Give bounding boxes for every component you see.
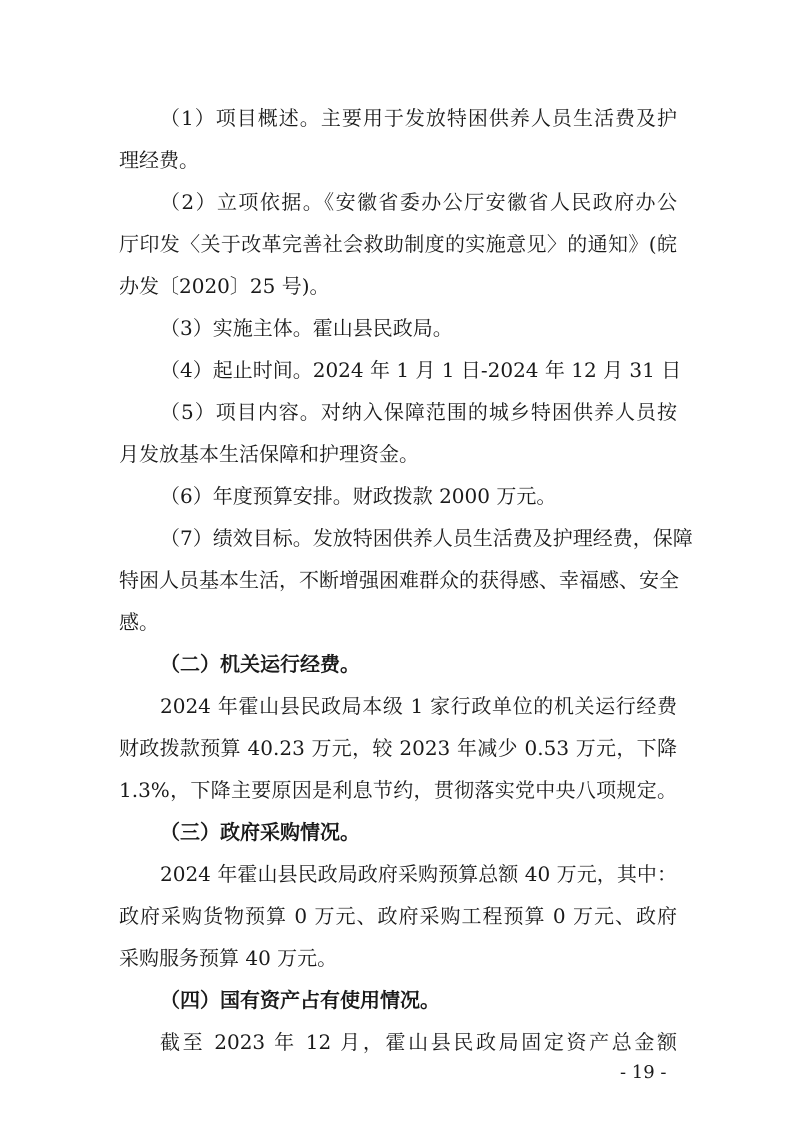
item-7-goals-cont: 感。 — [119, 610, 159, 634]
paragraph-state-assets: 截至 2023 年 12 月，霍山县民政局固定资产总金额 — [160, 1030, 677, 1054]
item-2-basis: （2）立项依据。《安徽省委办公厅安徽省人民政府办公 — [160, 190, 677, 214]
item-7-goals-cont: 特困人员基本生活，不断增强困难群众的获得感、幸福感、安全 — [119, 568, 679, 592]
section-heading-state-assets: （四）国有资产占有使用情况。 — [160, 988, 440, 1012]
item-4-period: （4）起止时间。2024 年 1 月 1 日-2024 年 12 月 31 日 — [160, 358, 682, 382]
paragraph-procurement-cont: 采购服务预算 40 万元。 — [119, 946, 338, 970]
paragraph-operating-costs-cont: 1.3%，下降主要原因是利息节约，贯彻落实党中央八项规定。 — [119, 778, 677, 802]
section-heading-procurement: （三）政府采购情况。 — [160, 820, 360, 844]
item-2-basis-cont: 厅印发〈关于改革完善社会救助制度的实施意见〉的通知》(皖 — [119, 232, 677, 256]
item-2-basis-cont: 办发〔2020〕25 号)。 — [119, 274, 330, 298]
paragraph-procurement: 2024 年霍山县民政局政府采购预算总额 40 万元，其中： — [160, 862, 677, 886]
item-7-goals: （7）绩效目标。发放特困供养人员生活费及护理经费，保障 — [160, 526, 693, 550]
page-number: - 19 - — [620, 1062, 667, 1083]
item-1-overview: （1）项目概述。主要用于发放特困供养人员生活费及护 — [160, 106, 677, 130]
paragraph-procurement-cont: 政府采购货物预算 0 万元、政府采购工程预算 0 万元、政府 — [119, 904, 677, 928]
paragraph-operating-costs: 2024 年霍山县民政局本级 1 家行政单位的机关运行经费 — [160, 694, 677, 718]
paragraph-operating-costs-cont: 财政拨款预算 40.23 万元，较 2023 年减少 0.53 万元，下降 — [119, 736, 677, 760]
item-5-content-cont: 月发放基本生活保障和护理资金。 — [119, 442, 419, 466]
item-6-budget: （6）年度预算安排。财政拨款 2000 万元。 — [160, 484, 557, 508]
section-heading-operating-costs: （二）机关运行经费。 — [160, 652, 360, 676]
item-3-implementer: （3）实施主体。霍山县民政局。 — [160, 316, 453, 340]
item-5-content: （5）项目内容。对纳入保障范围的城乡特困供养人员按 — [160, 400, 677, 424]
item-1-overview-cont: 理经费。 — [119, 148, 199, 172]
